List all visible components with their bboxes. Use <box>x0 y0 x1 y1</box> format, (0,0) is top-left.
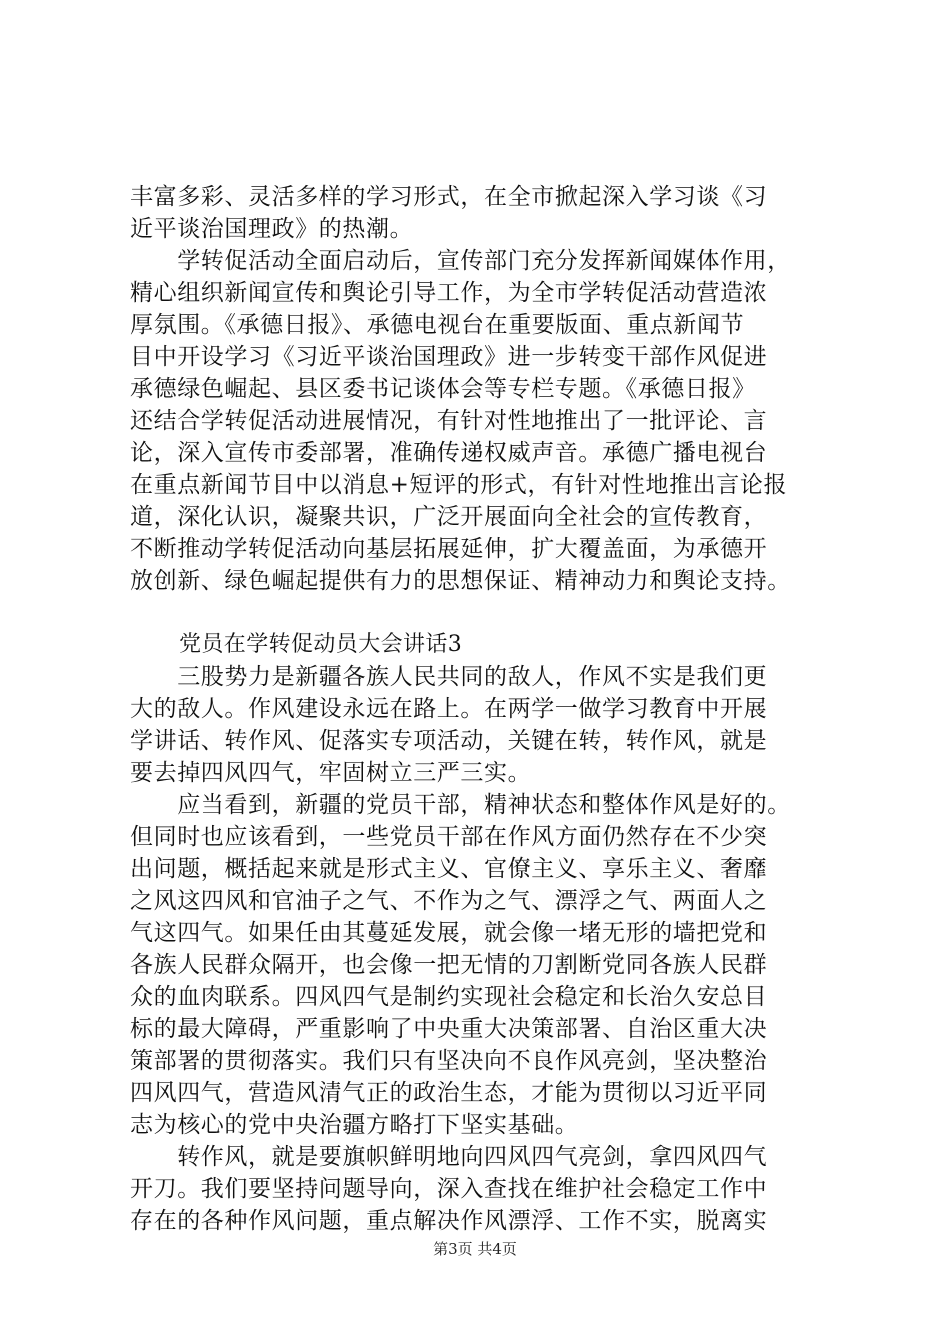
text-line: 放创新、绿色崛起提供有力的思想保证、精神动力和舆论支持。 <box>130 568 791 594</box>
text-line: 志为核心的党中央治疆方略打下坚实基础。 <box>130 1112 579 1138</box>
text-line: 之风这四风和官油子之气、不作为之气、漂浮之气、两面人之 <box>130 888 768 914</box>
text-line: 出问题，概括起来就是形式主义、官僚主义、享乐主义、奢靡 <box>130 856 768 882</box>
text-line: 三股势力是新疆各族人民共同的敌人，作风不实是我们更 <box>130 664 768 690</box>
text-line: 目中开设学习《习近平谈治国理政》进一步转变干部作风促进 <box>130 344 768 370</box>
text-line: 近平谈治国理政》的热潮。 <box>130 216 414 242</box>
text-line: 标的最大障碍，严重影响了中央重大决策部署、自治区重大决 <box>130 1016 768 1042</box>
text-line: 各族人民群众隔开，也会像一把无情的刀割断党同各族人民群 <box>130 952 768 978</box>
text-line: 四风四气，营造风清气正的政治生态，才能为贯彻以习近平同 <box>130 1080 768 1106</box>
text-line: 存在的各种作风问题，重点解决作风漂浮、工作不实，脱离实 <box>130 1208 768 1234</box>
section-heading: 党员在学转促动员大会讲话3 <box>179 632 463 657</box>
text-line: 转作风，就是要旗帜鲜明地向四风四气亮剑，拿四风四气 <box>130 1144 768 1170</box>
text-line: 开刀。我们要坚持问题导向，深入查找在维护社会稳定工作中 <box>130 1176 768 1202</box>
text-line: 精心组织新闻宣传和舆论引导工作，为全市学转促活动营造浓 <box>130 280 768 306</box>
text-line: 在重点新闻节目中以消息+短评的形式，有针对性地推出言论报 <box>130 472 788 498</box>
text-line: 学讲话、转作风、促落实专项活动，关键在转，转作风，就是 <box>130 728 768 754</box>
text-line: 不断推动学转促活动向基层拓展延伸，扩大覆盖面，为承德开 <box>130 536 768 562</box>
text-line: 要去掉四风四气，牢固树立三严三实。 <box>130 760 532 786</box>
text-line: 应当看到，新疆的党员干部，精神状态和整体作风是好的。 <box>130 792 791 818</box>
text-line: 众的血肉联系。四风四气是制约实现社会稳定和长治久安总目 <box>130 984 768 1010</box>
text-line: 承德绿色崛起、县区委书记谈体会等专栏专题。《承德日报》 <box>130 376 756 402</box>
text-line: 论，深入宣传市委部署，准确传递权威声音。承德广播电视台 <box>130 440 768 466</box>
text-line: 学转促活动全面启动后，宣传部门充分发挥新闻媒体作用， <box>130 248 791 274</box>
page-number-footer: 第3页 共4页 <box>433 1240 517 1258</box>
text-line: 气这四气。如果任由其蔓延发展，就会像一堵无形的墙把党和 <box>130 920 768 946</box>
text-line: 但同时也应该看到，一些党员干部在作风方面仍然存在不少突 <box>130 824 768 850</box>
text-line: 丰富多彩、灵活多样的学习形式，在全市掀起深入学习谈《习 <box>130 184 768 210</box>
text-line: 还结合学转促活动进展情况，有针对性地推出了一批评论、言 <box>130 408 768 434</box>
text-line: 策部署的贯彻落实。我们只有坚决向不良作风亮剑，坚决整治 <box>130 1048 768 1074</box>
text-line: 道，深化认识，凝聚共识，广泛开展面向全社会的宣传教育， <box>130 504 768 530</box>
text-line: 厚氛围。《承德日报》、承德电视台在重要版面、重点新闻节 <box>130 312 745 338</box>
text-line: 大的敌人。作风建设永远在路上。在两学一做学习教育中开展 <box>130 696 768 722</box>
